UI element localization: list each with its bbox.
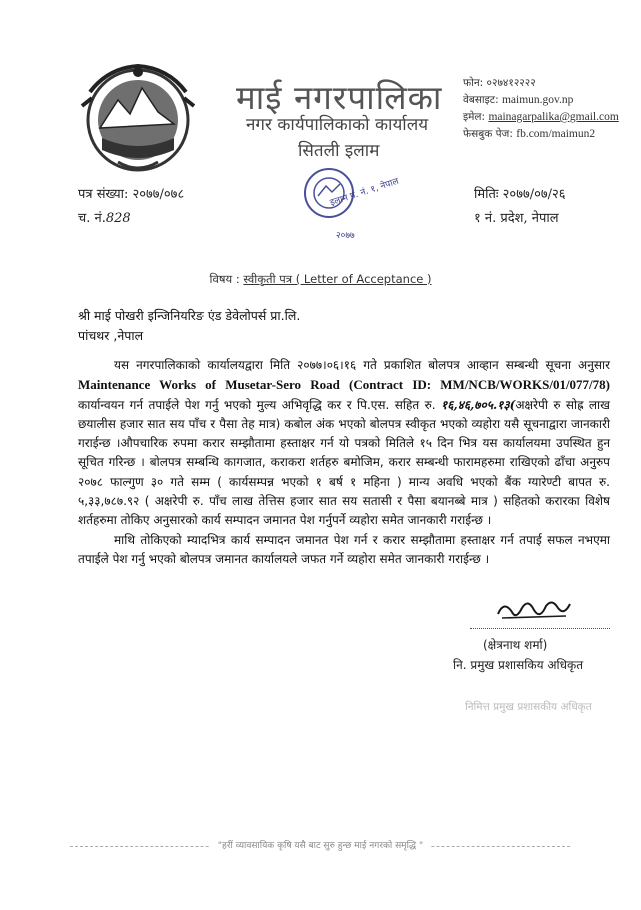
- dispatch-number: च. नं.828: [78, 211, 131, 226]
- province: १ नं. प्रदेश, नेपाल: [474, 211, 559, 226]
- subject-line: विषय : स्वीकृती पत्र ( Letter of Acceptance ): [209, 272, 432, 286]
- signature-line: [470, 628, 610, 629]
- municipality-emblem-icon: [78, 58, 198, 178]
- addressee-name: श्री माई पोखरी इन्जिनियरिङ एंड डेवेलोपर्स प्रा.लि.: [78, 308, 301, 323]
- signature-stamp-text: निमित्त प्रमुख प्रशासकीय अधिकृत: [465, 701, 592, 713]
- seal-text: इलाम प्र. नं. १, नेपाल: [328, 176, 401, 209]
- project-title: Maintenance Works of Musetar-Sero Road (Contract ID: MM/NCB/WORKS/01/077/78): [78, 377, 610, 393]
- contact-phone: फोन: ०२७४१२२२२: [463, 77, 536, 89]
- bid-amount: १६,४६,७०५.१३(: [440, 397, 516, 412]
- body-paragraph-1: यस नगरपालिकाको कार्यालयद्वारा मिति २०७७।०६।१६ गते प्रकाशित बोलपत्र आव्हान सम्बन्धी सूचना अनुसार Maintenance Works of Musetar-Sero Road (Contract ID: MM/NCB/WORKS/01/077/78) कार्यान्वयन गर्न तपाईले पेश गर्नु भएको मुल्य अभिवृद्धि कर र पि.एस. सहित रु. १६,४६,७०५.१३(अक्षरेपी रु सोह्र लाख छयालीस हजार सात सय पाँच र पैसा तेह मात्र) कबोल अंक भएको बोलपत्र स्वीकृत भएको व्यहोरा यसै सूचनाद्वारा जानकारी गराईन्छ ।औपचारिक रुपमा करार सम्झौतामा हस्ताक्षर गर्न यो पत्रको मितिले १५ दिन भित्र यस कार्यालयमा उपस्थित हुन सूचित गरिन्छ । बोलपत्र सम्बन्धि कागजात, कराकरा शर्तहरु बमोजिम, करार सम्बन्धी फारामहरुमा राखिएको ढाँचा अनुरुप २०७८ फाल्गुण ३० गते सम्म ( कार्यसम्पन्न भएको १ बर्ष १ महिना ) मान्य अवधि भएको बैंक ग्यारेण्टी बापत रु. ५,३३,७८७.९२ ( अक्षरेपी रु. पाँच लाख तेत्तिस हजार सात सय सतासी र पैसा बयानब्बे मात्र ) सहितको करारका विशेष शर्तहरुमा तोकिए अनुसारको कार्य सम्पादन जमानत पेश गर्नुपर्ने व्यहोरा समेत जानकारी गराईन्छ ।: [78, 358, 610, 528]
- organization-name: माई नगरपालिका: [236, 78, 443, 117]
- contact-facebook: फेसबुक पेज: fb.com/maimun2: [463, 128, 596, 140]
- signature-icon: [494, 592, 574, 628]
- letter-date: मितिः २०७७/०७/२६: [474, 187, 566, 202]
- office-name: नगर कार्यपालिकाको कार्यालय: [246, 115, 429, 135]
- letter-body: [78, 356, 610, 569]
- signatory-title: नि. प्रमुख प्रशासकिय अधिकृत: [453, 658, 584, 672]
- contact-website: वेबसाइट: maimun.gov.np: [463, 94, 574, 106]
- footer-motto: "हरीं व्यावसायिक कृषि यसै बाट सुरु हुन्छ माई नगरको समृद्धि ": [0, 838, 641, 851]
- letter-number: पत्र संख्या: २०७७/०७८: [78, 187, 185, 202]
- body-paragraph-2: माथि तोकिएको म्यादभित्र कार्य सम्पादन जमानत पेश गर्न र करार सम्झौतामा हस्ताक्षर गर्न तपाई सफल नभएमा तपाईले पेश गर्नु भएको बोलपत्र जमानत कार्यालयले जफत गर्ने व्यहोरा समेत जानकारी गराईन्छ ।: [78, 532, 610, 566]
- addressee-address: पांचथर ,नेपाल: [78, 328, 144, 343]
- email-link[interactable]: mainagarpalika@gmail.com: [488, 111, 619, 123]
- contact-email: इमेल: mainagarpalika@gmail.com: [463, 111, 619, 123]
- seal-number: २०७७: [336, 231, 355, 241]
- signatory-name: (क्षेत्रनाथ शर्मा): [483, 638, 548, 652]
- office-location: सितली इलाम: [298, 141, 380, 161]
